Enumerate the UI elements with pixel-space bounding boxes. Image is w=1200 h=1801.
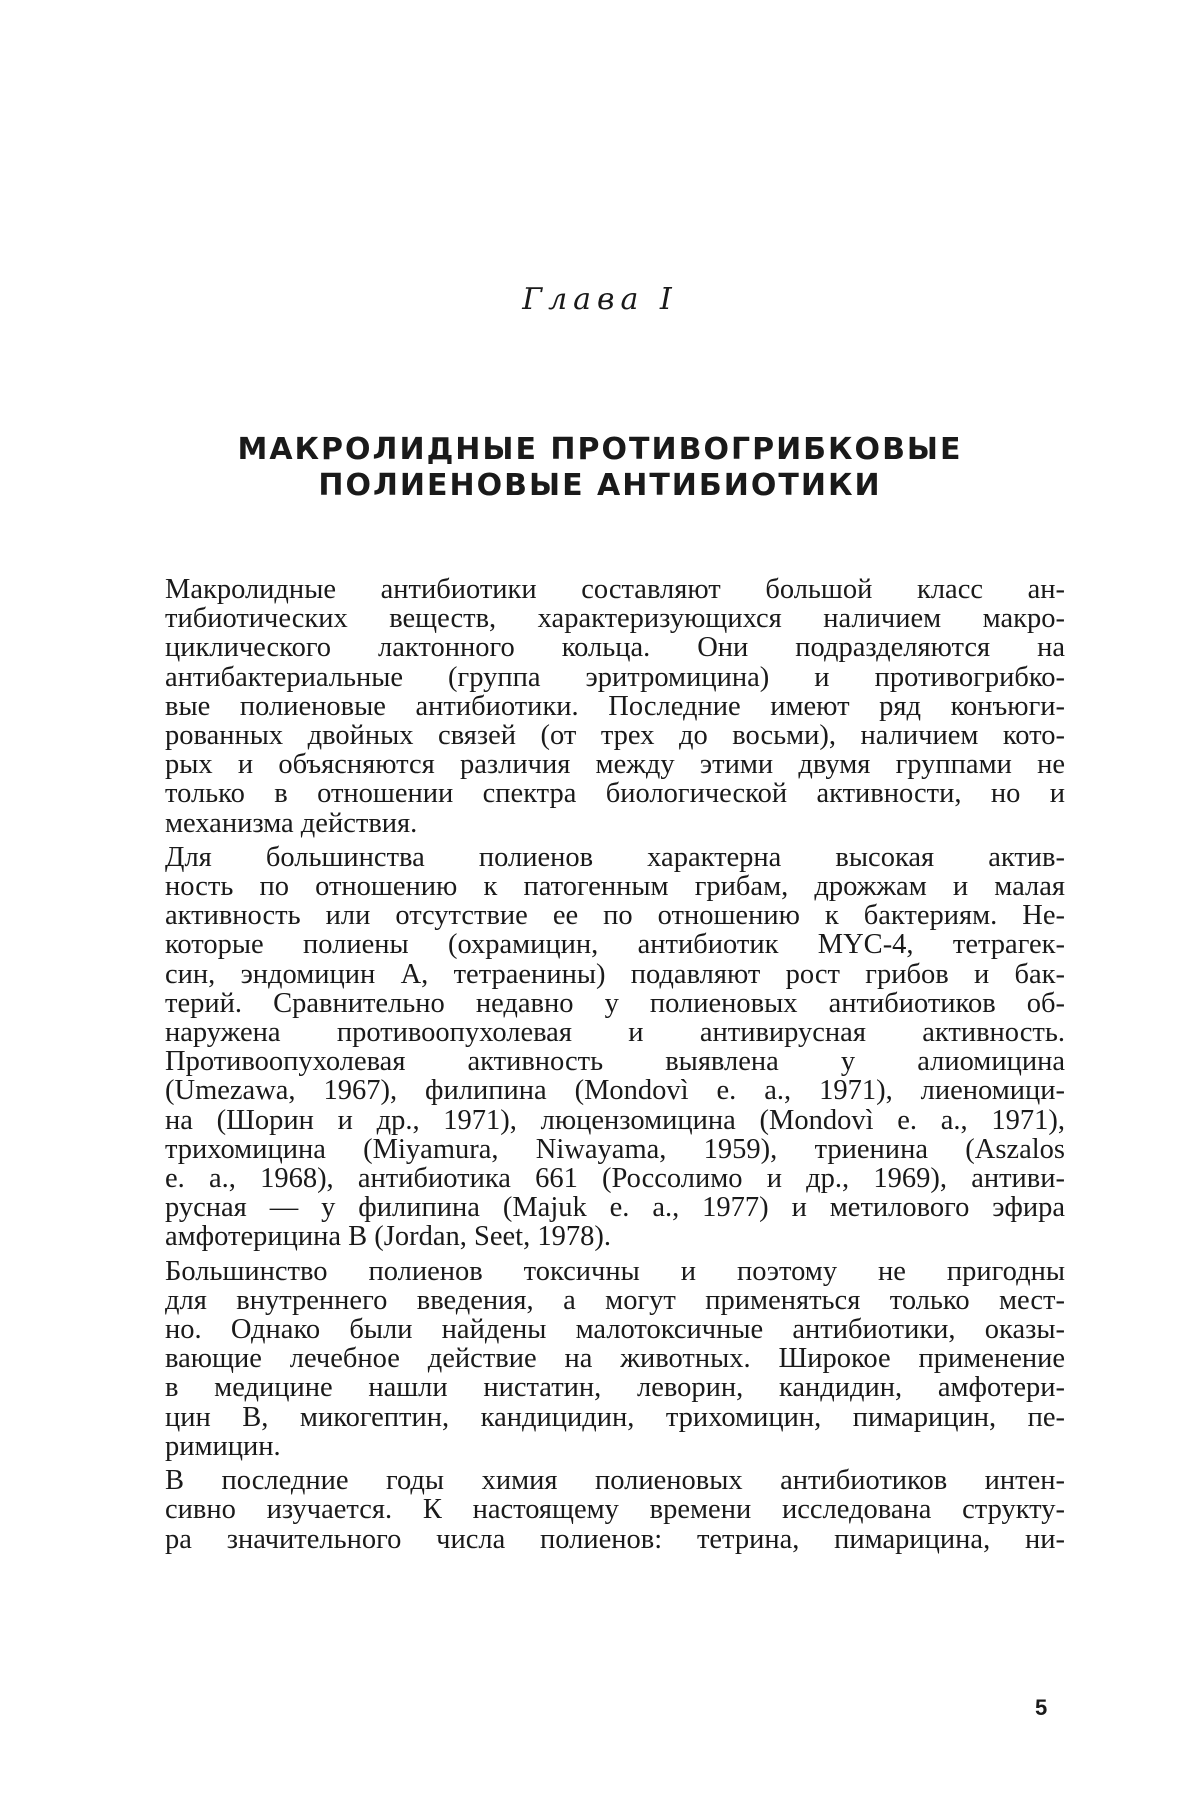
text-line: активность или отсутствие ее по отношению к бактериям. Не- xyxy=(165,900,1065,932)
text-line: цин В, микогептин, кандицидин, трихомицин, пимарицин, пе- xyxy=(165,1401,1065,1433)
text-line: только в отношении спектра биологической активности, но и xyxy=(165,778,1065,810)
text-line: циклического лактонного кольца. Они подразделяются на xyxy=(165,632,1065,664)
chapter-title-line-1: МАКРОЛИДНЫЕ ПРОТИВОГРИБКОВЫЕ xyxy=(237,432,963,467)
chapter-label: Глава I xyxy=(522,282,678,317)
text-line: син, эндомицин А, тетраенины) подавляют рост грибов и бак- xyxy=(165,958,1065,990)
text-line: ра значительного числа полиенов: тетрина, пимарицина, ни- xyxy=(165,1523,1065,1555)
text-line: терий. Сравнительно недавно у полиеновых антибиотиков об- xyxy=(165,987,1065,1019)
text-line: e. a., 1968), антибиотика 661 (Россолимо и др., 1969), антиви- xyxy=(165,1163,1065,1195)
body-text xyxy=(165,575,1065,1559)
text-line: сивно изучается. К настоящему времени исследована структу- xyxy=(165,1494,1065,1526)
paragraph xyxy=(165,1257,1065,1461)
text-line: наружена противоопухолевая и антивирусная активность. xyxy=(165,1017,1065,1049)
chapter-title xyxy=(0,432,1200,504)
text-line: трихомицина (Miyamura, Niwayama, 1959), триенина (Aszalos xyxy=(165,1133,1065,1165)
text-line: механизма действия. xyxy=(165,807,418,839)
text-line: русная — у филипина (Majuk e. a., 1977) и метилового эфира xyxy=(165,1192,1065,1224)
text-line: Большинство полиенов токсичны и поэтому не пригодны xyxy=(165,1255,1065,1287)
text-line: на (Шорин и др., 1971), люцензомицина (Mondovì e. a., 1971), xyxy=(165,1104,1065,1136)
text-line: рованных двойных связей (от трех до восьми), наличием кото- xyxy=(165,720,1065,752)
text-line: антибактериальные (группа эритромицина) и противогрибко- xyxy=(165,661,1065,693)
text-line: Для большинства полиенов характерна высокая актив- xyxy=(165,841,1065,873)
text-line: в медицине нашли нистатин, леворин, кандидин, амфотери- xyxy=(165,1372,1065,1404)
text-line: но. Однако были найдены малотоксичные антибиотики, оказы- xyxy=(165,1314,1065,1346)
page-number: 5 xyxy=(1035,1695,1048,1720)
text-line: тибиотических веществ, характеризующихся наличием макро- xyxy=(165,603,1065,635)
text-line: вые полиеновые антибиотики. Последние имеют ряд конъюги- xyxy=(165,690,1065,722)
paragraph xyxy=(165,1466,1065,1554)
text-line: римицин. xyxy=(165,1430,281,1462)
text-line: рых и объясняются различия между этими двумя группами не xyxy=(165,749,1065,781)
text-line: вающие лечебное действие на животных. Широкое применение xyxy=(165,1343,1065,1375)
text-line: ность по отношению к патогенным грибам, дрожжам и малая xyxy=(165,871,1065,903)
text-line: В последние годы химия полиеновых антибиотиков интен- xyxy=(165,1465,1065,1497)
text-line: Противоопухолевая активность выявлена у алиомицина xyxy=(165,1046,1065,1078)
text-line: Макролидные антибиотики составляют большой класс ан- xyxy=(165,574,1065,605)
text-line: для внутреннего введения, а могут применяться только мест- xyxy=(165,1284,1065,1316)
text-line: (Umezawa, 1967), филипина (Mondovì e. a., 1971), лиеномици- xyxy=(165,1075,1065,1107)
chapter-title-line-2: ПОЛИЕНОВЫЕ АНТИБИОТИКИ xyxy=(318,468,882,503)
paragraph xyxy=(165,843,1065,1252)
paragraph xyxy=(165,575,1065,838)
text-line: которые полиены (охрамицин, антибиотик MYC-4, тетрагек- xyxy=(165,929,1065,961)
text-line: амфотерицина В (Jordan, Seet, 1978). xyxy=(165,1221,611,1253)
